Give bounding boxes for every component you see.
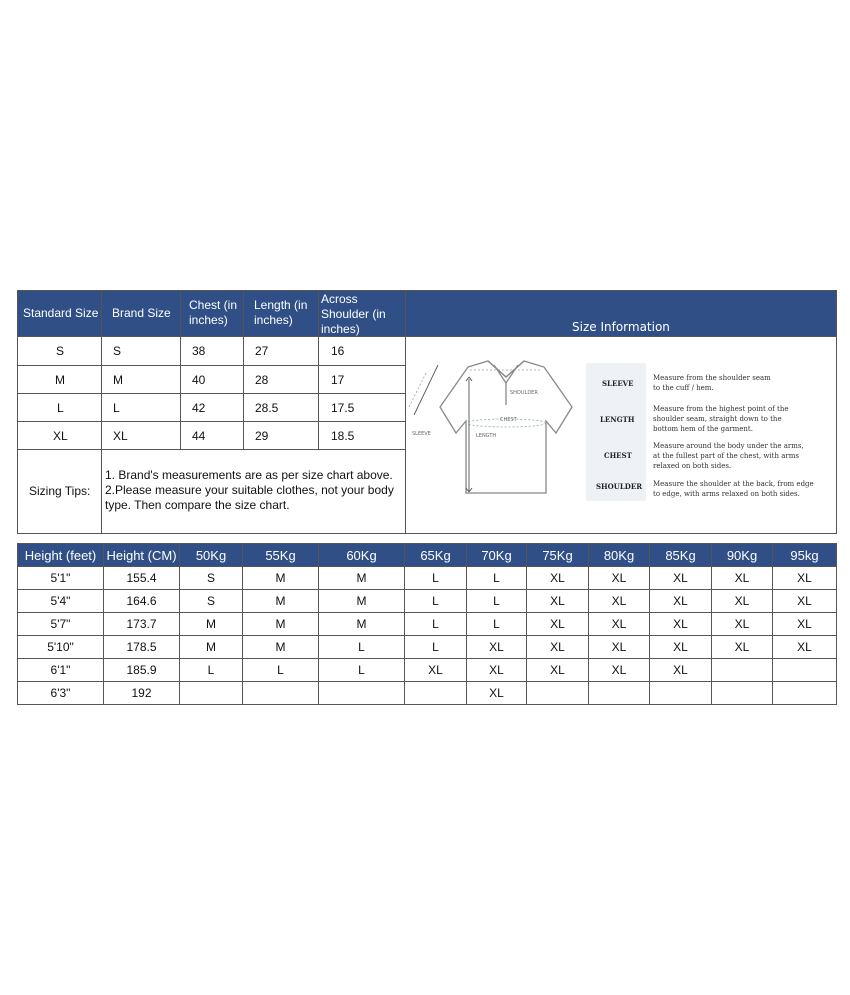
header-height-feet: Height (feet) bbox=[18, 544, 104, 567]
table-row-s-standard: S bbox=[18, 337, 102, 366]
table-row-l-shoulder: 17.5 bbox=[319, 394, 406, 422]
table-cell: 5'4" bbox=[18, 590, 104, 613]
table-cell: XL bbox=[527, 659, 589, 682]
table-cell: XL bbox=[589, 636, 650, 659]
table-cell: XL bbox=[712, 613, 773, 636]
table-cell bbox=[650, 682, 712, 705]
table-cell: 5'10" bbox=[18, 636, 104, 659]
header-85kg: 85Kg bbox=[650, 544, 712, 567]
header-65kg: 65Kg bbox=[405, 544, 467, 567]
table-row-l-length: 28.5 bbox=[244, 394, 319, 422]
table-row bbox=[18, 682, 837, 705]
table-cell: 5'1" bbox=[18, 567, 104, 590]
table-cell: M bbox=[180, 613, 243, 636]
table-cell: XL bbox=[527, 613, 589, 636]
header-chest: Chest (in inches) bbox=[181, 291, 244, 337]
table-cell: XL bbox=[650, 636, 712, 659]
header-55kg: 55Kg bbox=[243, 544, 319, 567]
table-cell: XL bbox=[527, 636, 589, 659]
table-row-xl-chest: 44 bbox=[181, 422, 244, 450]
header-standard-size: Standard Size bbox=[18, 291, 102, 337]
table-cell: L bbox=[405, 590, 467, 613]
table-row-s-length: 27 bbox=[244, 337, 319, 366]
table-cell: XL bbox=[650, 659, 712, 682]
table-cell bbox=[773, 682, 837, 705]
height-table-header-row bbox=[18, 544, 837, 567]
table-cell: M bbox=[319, 590, 405, 613]
table-cell: S bbox=[180, 567, 243, 590]
table-row bbox=[18, 613, 837, 636]
table-cell: L bbox=[467, 567, 527, 590]
table-row-m-length: 28 bbox=[244, 366, 319, 394]
table-cell: 5'7" bbox=[18, 613, 104, 636]
sizing-tips-label-cell bbox=[18, 450, 102, 534]
table-cell: XL bbox=[712, 636, 773, 659]
table-row-m-brand: M bbox=[102, 366, 181, 394]
legend-key-shoulder: SHOULDER bbox=[596, 482, 643, 491]
table-cell: XL bbox=[712, 567, 773, 590]
table-cell: L bbox=[180, 659, 243, 682]
table-cell: XL bbox=[650, 567, 712, 590]
table-cell: XL bbox=[650, 613, 712, 636]
header-60kg: 60Kg bbox=[319, 544, 405, 567]
header-across-shoulder: Across Shoulder (in inches) bbox=[319, 291, 406, 337]
header-95kg: 95kg bbox=[773, 544, 837, 567]
table-cell: XL bbox=[467, 659, 527, 682]
table-row-s-shoulder: 16 bbox=[319, 337, 406, 366]
table-row-xl-length: 29 bbox=[244, 422, 319, 450]
table-cell: L bbox=[405, 613, 467, 636]
table-cell: 185.9 bbox=[104, 659, 180, 682]
table-row bbox=[18, 567, 837, 590]
legend-text-length-1: Measure from the highest point of the bbox=[653, 405, 789, 413]
table-row-l-brand: L bbox=[102, 394, 181, 422]
sizing-tips-line-2: 2.Please measure your suitable clothes, not your body bbox=[105, 483, 394, 497]
table-cell bbox=[773, 659, 837, 682]
header-80kg: 80Kg bbox=[589, 544, 650, 567]
legend-text-chest-1: Measure around the body under the arms, bbox=[653, 442, 804, 450]
table-row-m-shoulder: 17 bbox=[319, 366, 406, 394]
sizing-tips-line-1: 1. Brand's measurements are as per size chart above. bbox=[105, 468, 393, 482]
table-cell: 178.5 bbox=[104, 636, 180, 659]
legend-text-length-2: shoulder seam, straight down to the bbox=[653, 415, 782, 423]
legend-text-shoulder-2: to edge, with arms relaxed on both sides. bbox=[653, 490, 800, 498]
table-cell: XL bbox=[773, 590, 837, 613]
legend-text-length-3: bottom hem of the garment. bbox=[653, 425, 753, 433]
size-chart-table bbox=[17, 290, 837, 534]
legend-text-shoulder-1: Measure the shoulder at the back, from edge bbox=[653, 480, 814, 488]
table-cell: L bbox=[319, 659, 405, 682]
diagram-label-sleeve: SLEEVE bbox=[412, 431, 431, 437]
table-row-m-standard: M bbox=[18, 366, 102, 394]
table-row-xl-standard: XL bbox=[18, 422, 102, 450]
header-size-information: Size Information bbox=[406, 291, 837, 337]
table-cell: 155.4 bbox=[104, 567, 180, 590]
table-cell: XL bbox=[467, 636, 527, 659]
table-cell: XL bbox=[712, 590, 773, 613]
table-cell: XL bbox=[467, 682, 527, 705]
legend-text-chest-2: at the fullest part of the chest, with arms bbox=[653, 452, 799, 460]
table-row-l-chest: 42 bbox=[181, 394, 244, 422]
table-cell: M bbox=[243, 590, 319, 613]
table-cell: L bbox=[243, 659, 319, 682]
table-cell: L bbox=[405, 636, 467, 659]
table-cell: L bbox=[467, 613, 527, 636]
sizing-tips-text-cell bbox=[102, 450, 406, 534]
table-row bbox=[18, 659, 837, 682]
measurement-legend bbox=[586, 363, 826, 501]
sizing-tips-line-3: type. Then compare the size chart. bbox=[105, 498, 290, 512]
sizing-tips-label: Sizing Tips: bbox=[29, 484, 91, 498]
legend-text-sleeve-1: Measure from the shoulder seam bbox=[653, 374, 771, 382]
table-cell bbox=[405, 682, 467, 705]
table-row-m-chest: 40 bbox=[181, 366, 244, 394]
shirt-diagram bbox=[406, 357, 576, 497]
table-cell: 6'3" bbox=[18, 682, 104, 705]
table-row bbox=[18, 636, 837, 659]
legend-key-sleeve: SLEEVE bbox=[602, 379, 634, 388]
size-information-panel bbox=[406, 337, 837, 534]
legend-text-sleeve-2: to the cuff / hem. bbox=[653, 384, 714, 392]
table-cell bbox=[243, 682, 319, 705]
table-cell: M bbox=[180, 636, 243, 659]
table-cell bbox=[712, 682, 773, 705]
header-70kg: 70Kg bbox=[467, 544, 527, 567]
legend-text-chest-3: relaxed on both sides. bbox=[653, 462, 732, 470]
table-cell: L bbox=[467, 590, 527, 613]
table-row-s-chest: 38 bbox=[181, 337, 244, 366]
diagram-label-chest: CHEST bbox=[500, 417, 517, 423]
header-brand-size: Brand Size bbox=[102, 291, 181, 337]
table-cell: 173.7 bbox=[104, 613, 180, 636]
table-cell: XL bbox=[405, 659, 467, 682]
diagram-label-shoulder: SHOULDER bbox=[510, 390, 538, 396]
table-cell: M bbox=[243, 636, 319, 659]
diagram-label-length: LENGTH bbox=[476, 433, 497, 439]
table-cell: L bbox=[319, 636, 405, 659]
header-height-cm: Height (CM) bbox=[104, 544, 180, 567]
table-cell: XL bbox=[527, 567, 589, 590]
table-cell: XL bbox=[773, 636, 837, 659]
table-cell: XL bbox=[589, 613, 650, 636]
table-cell: M bbox=[243, 613, 319, 636]
legend-key-length: LENGTH bbox=[600, 415, 635, 424]
table-cell: XL bbox=[773, 613, 837, 636]
table-cell: M bbox=[319, 613, 405, 636]
table-row-l-standard: L bbox=[18, 394, 102, 422]
header-90kg: 90Kg bbox=[712, 544, 773, 567]
table-cell: 164.6 bbox=[104, 590, 180, 613]
table-cell: L bbox=[405, 567, 467, 590]
table-cell bbox=[527, 682, 589, 705]
legend-key-chest: CHEST bbox=[604, 451, 632, 460]
table-cell: XL bbox=[773, 567, 837, 590]
table-cell: XL bbox=[650, 590, 712, 613]
table-cell: XL bbox=[589, 567, 650, 590]
table-cell: XL bbox=[589, 590, 650, 613]
table-cell: S bbox=[180, 590, 243, 613]
header-50kg: 50Kg bbox=[180, 544, 243, 567]
header-75kg: 75Kg bbox=[527, 544, 589, 567]
table-row-xl-shoulder: 18.5 bbox=[319, 422, 406, 450]
height-weight-table bbox=[17, 543, 836, 705]
table-cell: 192 bbox=[104, 682, 180, 705]
table-cell bbox=[712, 659, 773, 682]
table-row-xl-brand: XL bbox=[102, 422, 181, 450]
header-length: Length (in inches) bbox=[244, 291, 319, 337]
table-row-s-brand: S bbox=[102, 337, 181, 366]
table-cell: M bbox=[319, 567, 405, 590]
table-cell bbox=[319, 682, 405, 705]
table-cell: XL bbox=[589, 659, 650, 682]
table-cell: XL bbox=[527, 590, 589, 613]
table-cell: 6'1" bbox=[18, 659, 104, 682]
table-cell: M bbox=[243, 567, 319, 590]
table-row bbox=[18, 590, 837, 613]
table-cell bbox=[180, 682, 243, 705]
table-cell bbox=[589, 682, 650, 705]
